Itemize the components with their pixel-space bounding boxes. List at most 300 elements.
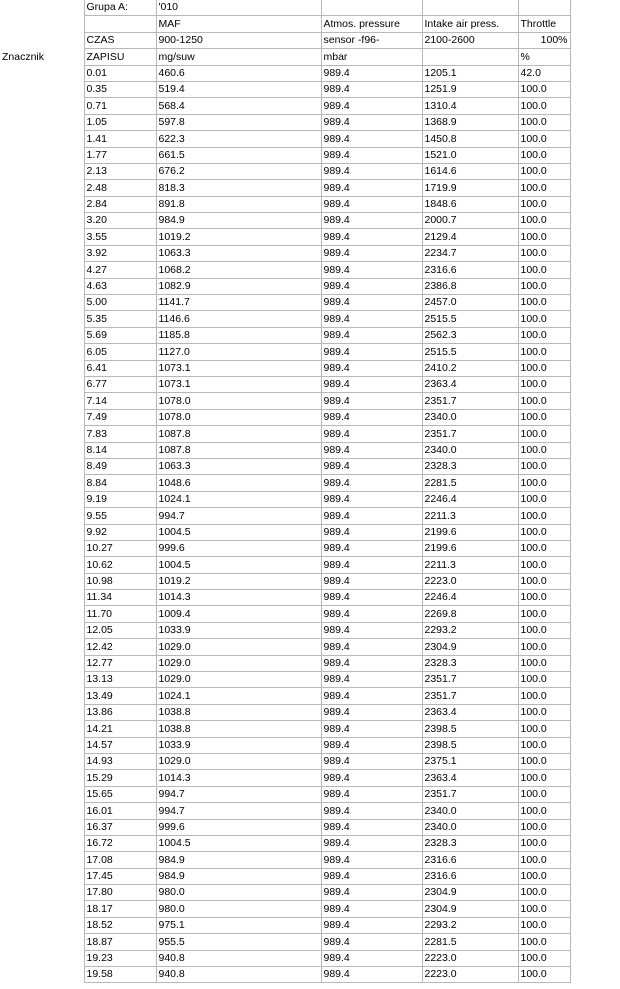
intake-cell[interactable]: 2129.4 (422, 229, 518, 245)
atmos-cell[interactable]: 989.4 (321, 278, 422, 294)
znacznik-cell[interactable] (0, 770, 84, 786)
throttle-cell[interactable]: 100.0 (518, 147, 570, 163)
znacznik-cell[interactable] (0, 590, 84, 606)
intake-cell[interactable]: 2340.0 (422, 819, 518, 835)
atmos-cell[interactable]: 989.4 (321, 245, 422, 261)
znacznik-cell[interactable] (0, 672, 84, 688)
throttle-cell[interactable]: 100.0 (518, 524, 570, 540)
throttle-cell[interactable]: 100.0 (518, 376, 570, 392)
throttle-cell[interactable]: 100.0 (518, 81, 570, 97)
maf-cell[interactable]: 1038.8 (156, 721, 321, 737)
intake-cell[interactable]: 2304.9 (422, 885, 518, 901)
throttle-cell[interactable]: 100.0 (518, 196, 570, 212)
time-cell[interactable]: 10.62 (84, 557, 156, 573)
znacznik-header-cell[interactable]: Znacznik (0, 49, 84, 65)
atmos-cell[interactable]: 989.4 (321, 819, 422, 835)
maf-cell[interactable]: 980.0 (156, 885, 321, 901)
throttle-cell[interactable]: 100.0 (518, 557, 570, 573)
atmos-cell[interactable]: 989.4 (321, 114, 422, 130)
throttle-cell[interactable]: 100.0 (518, 213, 570, 229)
atmos-cell[interactable]: 989.4 (321, 295, 422, 311)
time-cell[interactable]: 13.13 (84, 672, 156, 688)
znacznik-cell[interactable] (0, 639, 84, 655)
throttle-cell[interactable]: 100.0 (518, 770, 570, 786)
throttle-cell[interactable]: 100.0 (518, 753, 570, 769)
maf-cell[interactable]: 1078.0 (156, 409, 321, 425)
atmos-cell[interactable]: 989.4 (321, 213, 422, 229)
throttle-cell[interactable]: 100.0 (518, 672, 570, 688)
throttle-cell[interactable]: 100.0 (518, 622, 570, 638)
maf-cell[interactable]: 1014.3 (156, 770, 321, 786)
maf-cell[interactable]: 1078.0 (156, 393, 321, 409)
intake-cell[interactable]: 2269.8 (422, 606, 518, 622)
znacznik-cell[interactable] (0, 163, 84, 179)
intake-cell[interactable]: 2351.7 (422, 672, 518, 688)
atmos-cell[interactable]: 989.4 (321, 524, 422, 540)
znacznik-cell[interactable] (0, 950, 84, 966)
maf-cell[interactable]: 1141.7 (156, 295, 321, 311)
throttle-cell[interactable]: 100.0 (518, 245, 570, 261)
znacznik-cell[interactable] (0, 278, 84, 294)
throttle-cell[interactable]: 100.0 (518, 786, 570, 802)
time-cell[interactable]: 2.13 (84, 163, 156, 179)
cell-empty[interactable] (422, 0, 518, 16)
throttle-cell[interactable]: 100.0 (518, 360, 570, 376)
time-cell[interactable]: 15.65 (84, 786, 156, 802)
throttle-cell[interactable]: 100.0 (518, 704, 570, 720)
atmos-cell[interactable]: 989.4 (321, 622, 422, 638)
time-cell[interactable]: 14.93 (84, 753, 156, 769)
znacznik-cell[interactable] (0, 442, 84, 458)
throttle-cell[interactable]: 100.0 (518, 655, 570, 671)
time-cell[interactable]: 8.49 (84, 458, 156, 474)
throttle-cell[interactable]: 100.0 (518, 639, 570, 655)
time-cell[interactable]: 9.55 (84, 508, 156, 524)
intake-cell[interactable]: 1205.1 (422, 65, 518, 81)
maf-cell[interactable]: 1063.3 (156, 458, 321, 474)
time-cell[interactable]: 8.14 (84, 442, 156, 458)
maf-cell[interactable]: 1014.3 (156, 590, 321, 606)
throttle-cell[interactable]: 100.0 (518, 278, 570, 294)
intake-cell[interactable]: 2340.0 (422, 442, 518, 458)
time-cell[interactable]: 5.35 (84, 311, 156, 327)
atmos-cell[interactable]: 989.4 (321, 835, 422, 851)
cell-empty[interactable] (0, 0, 84, 16)
intake-cell[interactable]: 2375.1 (422, 753, 518, 769)
znacznik-cell[interactable] (0, 606, 84, 622)
maf-cell[interactable]: 1004.5 (156, 835, 321, 851)
maf-unit-cell[interactable]: mg/suw (156, 49, 321, 65)
znacznik-cell[interactable] (0, 131, 84, 147)
atmos-cell[interactable]: 989.4 (321, 180, 422, 196)
znacznik-cell[interactable] (0, 721, 84, 737)
znacznik-cell[interactable] (0, 508, 84, 524)
throttle-cell[interactable]: 100.0 (518, 917, 570, 933)
intake-cell[interactable]: 2328.3 (422, 458, 518, 474)
atmos-cell[interactable]: 989.4 (321, 163, 422, 179)
maf-cell[interactable]: 984.9 (156, 852, 321, 868)
atmos-cell[interactable]: 989.4 (321, 803, 422, 819)
znacznik-cell[interactable] (0, 524, 84, 540)
znacznik-cell[interactable] (0, 475, 84, 491)
znacznik-cell[interactable] (0, 557, 84, 573)
intake-cell[interactable]: 2000.7 (422, 213, 518, 229)
maf-cell[interactable]: 1063.3 (156, 245, 321, 261)
atmos-cell[interactable]: 989.4 (321, 868, 422, 884)
maf-cell[interactable]: 622.3 (156, 131, 321, 147)
throttle-cell[interactable]: 100.0 (518, 426, 570, 442)
time-cell[interactable]: 9.19 (84, 491, 156, 507)
znacznik-cell[interactable] (0, 704, 84, 720)
maf-cell[interactable]: 1087.8 (156, 426, 321, 442)
intake-cell[interactable]: 1614.6 (422, 163, 518, 179)
maf-cell[interactable]: 1033.9 (156, 737, 321, 753)
znacznik-cell[interactable] (0, 737, 84, 753)
throttle-cell[interactable]: 100.0 (518, 163, 570, 179)
throttle-cell[interactable]: 100.0 (518, 688, 570, 704)
time-cell[interactable]: 7.14 (84, 393, 156, 409)
intake-cell[interactable]: 2398.5 (422, 721, 518, 737)
intake-cell[interactable]: 2328.3 (422, 835, 518, 851)
atmos-cell[interactable]: 989.4 (321, 98, 422, 114)
intake-cell[interactable]: 2281.5 (422, 934, 518, 950)
atmos-cell[interactable]: 989.4 (321, 458, 422, 474)
znacznik-cell[interactable] (0, 426, 84, 442)
time-cell[interactable]: 18.52 (84, 917, 156, 933)
atmos-cell[interactable]: 989.4 (321, 196, 422, 212)
maf-header-cell[interactable]: MAF (156, 16, 321, 32)
intake-cell[interactable]: 2246.4 (422, 491, 518, 507)
maf-cell[interactable]: 1048.6 (156, 475, 321, 491)
throttle-cell[interactable]: 100.0 (518, 967, 570, 983)
znacznik-cell[interactable] (0, 229, 84, 245)
maf-cell[interactable]: 1029.0 (156, 655, 321, 671)
maf-cell[interactable]: 661.5 (156, 147, 321, 163)
intake-cell[interactable]: 2363.4 (422, 704, 518, 720)
time-cell[interactable]: 3.92 (84, 245, 156, 261)
intake-cell[interactable]: 2199.6 (422, 540, 518, 556)
maf-cell[interactable]: 994.7 (156, 786, 321, 802)
znacznik-cell[interactable] (0, 491, 84, 507)
maf-cell[interactable]: 999.6 (156, 540, 321, 556)
intake-cell[interactable]: 2363.4 (422, 770, 518, 786)
time-cell[interactable]: 18.17 (84, 901, 156, 917)
time-cell[interactable]: 19.23 (84, 950, 156, 966)
time-cell[interactable]: 11.70 (84, 606, 156, 622)
atmos-cell[interactable]: 989.4 (321, 327, 422, 343)
maf-cell[interactable]: 955.5 (156, 934, 321, 950)
maf-cell[interactable]: 1146.6 (156, 311, 321, 327)
intake-cell[interactable]: 2340.0 (422, 409, 518, 425)
maf-cell[interactable]: 984.9 (156, 868, 321, 884)
atmos-cell[interactable]: 989.4 (321, 426, 422, 442)
maf-cell[interactable]: 676.2 (156, 163, 321, 179)
maf-cell[interactable]: 1033.9 (156, 622, 321, 638)
maf-range-cell[interactable]: 900-1250 (156, 32, 321, 48)
throttle-cell[interactable]: 100.0 (518, 458, 570, 474)
atmos-cell[interactable]: 989.4 (321, 901, 422, 917)
throttle-cell[interactable]: 100.0 (518, 540, 570, 556)
maf-cell[interactable]: 1185.8 (156, 327, 321, 343)
maf-cell[interactable]: 1073.1 (156, 376, 321, 392)
time-cell[interactable]: 0.35 (84, 81, 156, 97)
intake-cell[interactable]: 2211.3 (422, 508, 518, 524)
intake-cell[interactable]: 2304.9 (422, 901, 518, 917)
maf-cell[interactable]: 1024.1 (156, 491, 321, 507)
intake-cell[interactable]: 2351.7 (422, 786, 518, 802)
znacznik-cell[interactable] (0, 573, 84, 589)
throttle-unit-cell[interactable]: % (518, 49, 570, 65)
time-cell[interactable]: 3.55 (84, 229, 156, 245)
time-cell[interactable]: 9.92 (84, 524, 156, 540)
throttle-cell[interactable]: 100.0 (518, 131, 570, 147)
intake-cell[interactable]: 2316.6 (422, 852, 518, 868)
time-cell[interactable]: 10.27 (84, 540, 156, 556)
znacznik-cell[interactable] (0, 81, 84, 97)
maf-cell[interactable]: 1082.9 (156, 278, 321, 294)
znacznik-cell[interactable] (0, 360, 84, 376)
atmos-cell[interactable]: 989.4 (321, 688, 422, 704)
time-cell[interactable]: 18.87 (84, 934, 156, 950)
time-cell[interactable]: 17.80 (84, 885, 156, 901)
atmos-cell[interactable]: 989.4 (321, 917, 422, 933)
intake-cell[interactable]: 1521.0 (422, 147, 518, 163)
throttle-cell[interactable]: 100.0 (518, 344, 570, 360)
maf-cell[interactable]: 980.0 (156, 901, 321, 917)
throttle-cell[interactable]: 100.0 (518, 114, 570, 130)
atmos-cell[interactable]: 989.4 (321, 147, 422, 163)
intake-cell[interactable]: 2457.0 (422, 295, 518, 311)
throttle-cell[interactable]: 100.0 (518, 262, 570, 278)
cell-empty[interactable] (0, 32, 84, 48)
throttle-cell[interactable]: 100.0 (518, 295, 570, 311)
atmos-cell[interactable]: 989.4 (321, 770, 422, 786)
time-cell[interactable]: 7.83 (84, 426, 156, 442)
intake-cell[interactable]: 2562.3 (422, 327, 518, 343)
atmos-cell[interactable]: 989.4 (321, 508, 422, 524)
cell-empty[interactable] (0, 16, 84, 32)
maf-cell[interactable]: 1073.1 (156, 360, 321, 376)
atmos-cell[interactable]: 989.4 (321, 409, 422, 425)
time-cell[interactable]: 1.05 (84, 114, 156, 130)
znacznik-cell[interactable] (0, 327, 84, 343)
throttle-cell[interactable]: 100.0 (518, 508, 570, 524)
atmos-cell[interactable]: 989.4 (321, 393, 422, 409)
throttle-cell[interactable]: 100.0 (518, 737, 570, 753)
maf-cell[interactable]: 994.7 (156, 508, 321, 524)
maf-cell[interactable]: 984.9 (156, 213, 321, 229)
znacznik-cell[interactable] (0, 786, 84, 802)
atmos-cell[interactable]: 989.4 (321, 262, 422, 278)
znacznik-cell[interactable] (0, 147, 84, 163)
maf-cell[interactable]: 1127.0 (156, 344, 321, 360)
atmos-cell[interactable]: 989.4 (321, 721, 422, 737)
intake-cell[interactable]: 2351.7 (422, 393, 518, 409)
maf-cell[interactable]: 1029.0 (156, 753, 321, 769)
znacznik-cell[interactable] (0, 901, 84, 917)
znacznik-cell[interactable] (0, 376, 84, 392)
intake-cell[interactable]: 1251.9 (422, 81, 518, 97)
znacznik-cell[interactable] (0, 295, 84, 311)
time-cell[interactable]: 17.45 (84, 868, 156, 884)
maf-cell[interactable]: 940.8 (156, 950, 321, 966)
atmos-unit-cell[interactable]: mbar (321, 49, 422, 65)
group-label-cell[interactable]: Grupa A: (84, 0, 156, 16)
intake-cell[interactable]: 1848.6 (422, 196, 518, 212)
maf-cell[interactable]: 1004.5 (156, 524, 321, 540)
intake-cell[interactable]: 2398.5 (422, 737, 518, 753)
atmos-cell[interactable]: 989.4 (321, 590, 422, 606)
intake-cell[interactable]: 2234.7 (422, 245, 518, 261)
time-cell[interactable]: 16.01 (84, 803, 156, 819)
znacznik-cell[interactable] (0, 868, 84, 884)
atmos-cell[interactable]: 989.4 (321, 672, 422, 688)
intake-cell[interactable]: 2223.0 (422, 967, 518, 983)
time-cell[interactable]: 16.72 (84, 835, 156, 851)
atmos-cell[interactable]: 989.4 (321, 65, 422, 81)
time-cell[interactable]: 10.98 (84, 573, 156, 589)
intake-cell[interactable]: 2351.7 (422, 688, 518, 704)
throttle-cell[interactable]: 100.0 (518, 835, 570, 851)
maf-cell[interactable]: 1087.8 (156, 442, 321, 458)
time-cell[interactable]: 11.34 (84, 590, 156, 606)
znacznik-cell[interactable] (0, 458, 84, 474)
intake-cell[interactable]: 2340.0 (422, 803, 518, 819)
throttle-cell[interactable]: 100.0 (518, 606, 570, 622)
znacznik-cell[interactable] (0, 655, 84, 671)
intake-cell[interactable]: 2515.5 (422, 311, 518, 327)
atmos-cell[interactable]: 989.4 (321, 606, 422, 622)
time-cell[interactable]: 16.37 (84, 819, 156, 835)
intake-cell[interactable]: 2246.4 (422, 590, 518, 606)
time-cell[interactable]: 12.05 (84, 622, 156, 638)
throttle-cell[interactable]: 100.0 (518, 819, 570, 835)
cell-empty[interactable] (84, 16, 156, 32)
znacznik-cell[interactable] (0, 934, 84, 950)
atmos-cell[interactable]: 989.4 (321, 655, 422, 671)
maf-cell[interactable]: 1019.2 (156, 573, 321, 589)
atmos-cell[interactable]: 989.4 (321, 737, 422, 753)
maf-cell[interactable]: 1038.8 (156, 704, 321, 720)
throttle-header-cell[interactable]: Throttle (518, 16, 570, 32)
znacznik-cell[interactable] (0, 245, 84, 261)
cell-empty[interactable] (321, 0, 422, 16)
atmos-cell[interactable]: 989.4 (321, 967, 422, 983)
atmos-cell[interactable]: 989.4 (321, 753, 422, 769)
maf-cell[interactable]: 999.6 (156, 819, 321, 835)
atmos-cell[interactable]: 989.4 (321, 573, 422, 589)
intake-cell[interactable]: 1368.9 (422, 114, 518, 130)
atmos-cell[interactable]: 989.4 (321, 950, 422, 966)
znacznik-cell[interactable] (0, 852, 84, 868)
intake-cell[interactable]: 2386.8 (422, 278, 518, 294)
time-cell[interactable]: 4.27 (84, 262, 156, 278)
intake-cell[interactable]: 2199.6 (422, 524, 518, 540)
throttle-cell[interactable]: 100.0 (518, 950, 570, 966)
atmos-cell[interactable]: 989.4 (321, 442, 422, 458)
time-cell[interactable]: 6.05 (84, 344, 156, 360)
znacznik-cell[interactable] (0, 835, 84, 851)
throttle-cell[interactable]: 100.0 (518, 721, 570, 737)
throttle-cell[interactable]: 100.0 (518, 885, 570, 901)
atmos-sensor-cell[interactable]: sensor -f96- (321, 32, 422, 48)
maf-cell[interactable]: 818.3 (156, 180, 321, 196)
maf-cell[interactable]: 1029.0 (156, 672, 321, 688)
atmos-cell[interactable]: 989.4 (321, 557, 422, 573)
time-cell[interactable]: 0.01 (84, 65, 156, 81)
time-cell[interactable]: 13.49 (84, 688, 156, 704)
atmos-cell[interactable]: 989.4 (321, 852, 422, 868)
atmos-cell[interactable]: 989.4 (321, 131, 422, 147)
throttle-cell[interactable]: 100.0 (518, 852, 570, 868)
intake-cell[interactable]: 2515.5 (422, 344, 518, 360)
znacznik-cell[interactable] (0, 311, 84, 327)
atmos-cell[interactable]: 989.4 (321, 229, 422, 245)
time-cell[interactable]: 12.42 (84, 639, 156, 655)
intake-cell[interactable]: 1450.8 (422, 131, 518, 147)
time-cell[interactable]: 2.48 (84, 180, 156, 196)
intake-cell[interactable]: 2410.2 (422, 360, 518, 376)
atmos-cell[interactable]: 989.4 (321, 344, 422, 360)
atmos-cell[interactable]: 989.4 (321, 885, 422, 901)
znacznik-cell[interactable] (0, 917, 84, 933)
maf-cell[interactable]: 460.6 (156, 65, 321, 81)
znacznik-cell[interactable] (0, 622, 84, 638)
atmos-cell[interactable]: 989.4 (321, 540, 422, 556)
intake-cell[interactable]: 2304.9 (422, 639, 518, 655)
atmos-cell[interactable]: 989.4 (321, 376, 422, 392)
maf-cell[interactable]: 891.8 (156, 196, 321, 212)
throttle-cell[interactable]: 100.0 (518, 590, 570, 606)
maf-cell[interactable]: 1024.1 (156, 688, 321, 704)
intake-cell[interactable]: 1719.9 (422, 180, 518, 196)
time-cell[interactable]: 1.77 (84, 147, 156, 163)
znacznik-cell[interactable] (0, 409, 84, 425)
maf-cell[interactable]: 519.4 (156, 81, 321, 97)
intake-header-cell[interactable]: Intake air press. (422, 16, 518, 32)
group-value-cell[interactable]: '010 (156, 0, 321, 16)
time-cell[interactable]: 4.63 (84, 278, 156, 294)
znacznik-cell[interactable] (0, 65, 84, 81)
throttle-cell[interactable]: 100.0 (518, 475, 570, 491)
time-cell[interactable]: 12.77 (84, 655, 156, 671)
znacznik-cell[interactable] (0, 885, 84, 901)
znacznik-cell[interactable] (0, 114, 84, 130)
time-cell[interactable]: 1.41 (84, 131, 156, 147)
throttle-cell[interactable]: 100.0 (518, 98, 570, 114)
znacznik-cell[interactable] (0, 262, 84, 278)
time-cell[interactable]: 7.49 (84, 409, 156, 425)
throttle-cell[interactable]: 100.0 (518, 868, 570, 884)
atmos-cell[interactable]: 989.4 (321, 311, 422, 327)
intake-cell[interactable]: 2293.2 (422, 917, 518, 933)
znacznik-cell[interactable] (0, 819, 84, 835)
maf-cell[interactable]: 1019.2 (156, 229, 321, 245)
intake-cell[interactable]: 2351.7 (422, 426, 518, 442)
throttle-cell[interactable]: 100.0 (518, 803, 570, 819)
intake-cell[interactable]: 2281.5 (422, 475, 518, 491)
atmos-cell[interactable]: 989.4 (321, 475, 422, 491)
maf-cell[interactable]: 1068.2 (156, 262, 321, 278)
cell-empty[interactable] (518, 0, 570, 16)
time-cell[interactable]: 17.08 (84, 852, 156, 868)
time-cell[interactable]: 2.84 (84, 196, 156, 212)
throttle-cell[interactable]: 100.0 (518, 442, 570, 458)
atmos-cell[interactable]: 989.4 (321, 934, 422, 950)
czas-header-cell[interactable]: CZAS (84, 32, 156, 48)
time-cell[interactable]: 13.86 (84, 704, 156, 720)
intake-cell[interactable]: 2223.0 (422, 573, 518, 589)
